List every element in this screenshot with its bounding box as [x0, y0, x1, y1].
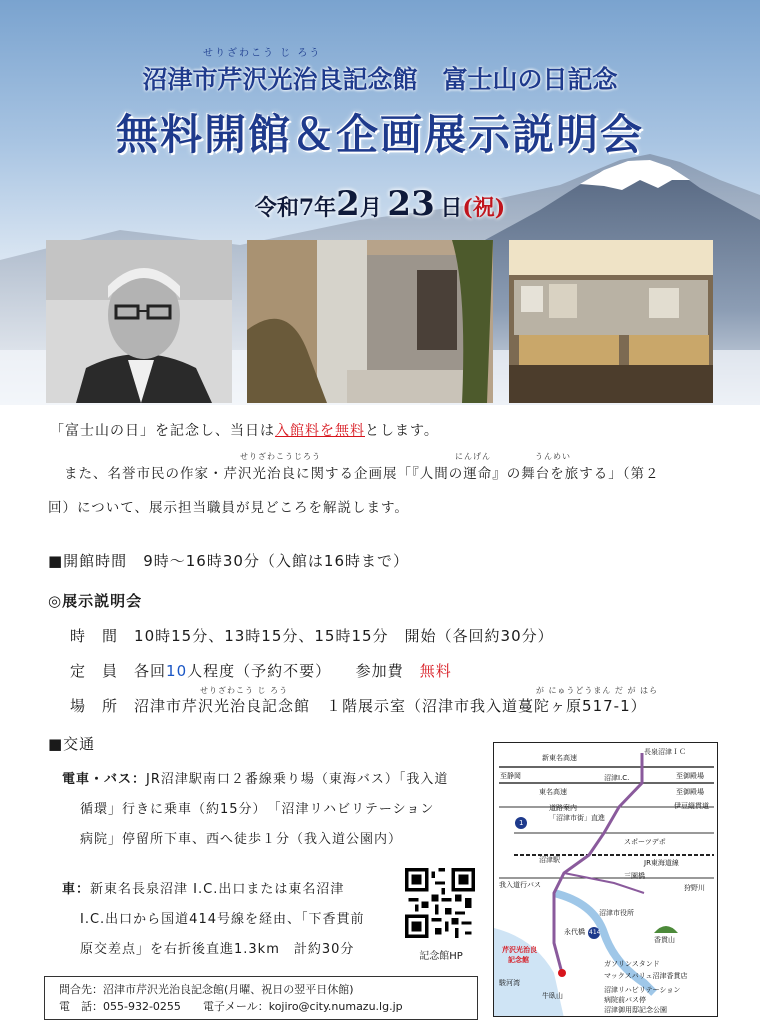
contact-tel-line: [59, 998, 463, 1015]
contact-label: 問合先：: [59, 983, 103, 996]
map-label-bus-route: 我入道行バス: [499, 881, 541, 889]
talk-place: [70, 695, 647, 716]
map-label-suruga-bay: 駿河湾: [499, 979, 520, 987]
qr-label: 記念館HP: [419, 951, 463, 962]
map-label-kano-river: 狩野川: [684, 884, 705, 892]
talk-capacity-pre: 各回: [134, 662, 167, 680]
contact-org: 沼津市芹沢光治良記念館(月曜、祝日の翌平日休館): [103, 983, 354, 996]
museum-building-photo: [247, 240, 493, 403]
map-label-museum: 芹沢光治良: [502, 946, 537, 954]
map-label-sanme-bridge: 三園橋: [624, 872, 645, 880]
map-label-city-hall: 沼津市役所: [599, 909, 634, 917]
map-label-tomei: 東名高速: [539, 788, 567, 796]
talk-time-label: 時 間: [70, 627, 119, 645]
talk-fee-value: 無料: [419, 662, 452, 680]
talk-capacity-post: 人程度（予約不要）: [187, 662, 324, 680]
date-month-unit: 月: [359, 195, 382, 221]
map-label-jr-line: JR東海道線: [644, 859, 679, 867]
ruby-place-serizawa: せりざわこう じ ろう: [200, 686, 289, 695]
access-car-line-1: [62, 878, 344, 897]
date-day-unit: 日: [440, 195, 463, 221]
map-label-rehab-bus-stop: 病院前バス停: [604, 996, 646, 1004]
talk-time-value: 10時15分、13時15分、15時15分 開始（各回約30分）: [134, 627, 554, 645]
talk-capacity-label: 定 員: [70, 662, 119, 680]
intro-line-3: 回）について、展示担当職員が見どころを解説します。: [48, 500, 409, 516]
access-bus-line-2: 循環」行きに乗車（約15分） 「沼津リハビリテーション: [80, 802, 435, 817]
free-admission-highlight: 入館料を無料: [275, 423, 365, 439]
ruby-unmei: うんめい: [535, 452, 571, 461]
event-date: [0, 184, 760, 224]
ruby-place-ganyudo: が にゅうどうまん だ が はら: [536, 686, 659, 695]
contact-org-line: [59, 981, 463, 998]
map-label-rehab-hospital: 沼津リハビリテーション: [604, 986, 681, 994]
map-label-route-1: 1: [519, 819, 524, 827]
access-car-line-2: I.C.出口から国道414号線を経由、「下香貫前: [80, 912, 365, 927]
map-label-numazu-ic: 沼津I.C.: [604, 774, 630, 782]
date-month: 2: [336, 184, 360, 224]
ruby-ningen: にんげん: [455, 452, 491, 461]
map-label-road-sign-2: 「沼津市街」直進: [549, 814, 605, 822]
date-era-year: 令和7年: [254, 195, 337, 221]
map-label-izu-expressway: 伊豆縦貫道: [674, 802, 709, 810]
contact-tel-label: 電 話：: [59, 1000, 103, 1013]
intro-line-2: また、名誉市民の作家・芹沢光治良に関する企画展「『人間の運命』の舞台を旅する」（第２: [64, 466, 660, 482]
map-label-shin-tomei: 新東名高速: [542, 754, 577, 762]
map-label-sports-depo: スポーツデポ: [624, 838, 666, 846]
contact-mail-label: 電子メール：: [202, 1000, 269, 1013]
date-day: 23: [387, 184, 435, 224]
access-bus-text-1: JR沼津駅南口２番線乗り場（東海バス）「我入道: [146, 772, 449, 787]
opening-hours: [48, 550, 409, 571]
opening-hours-label: ■開館時間: [48, 552, 128, 570]
intro-line-1: [50, 424, 439, 438]
author-portrait-photo: [46, 240, 232, 403]
map-label-route-414: 414: [589, 929, 601, 936]
opening-hours-value: 9時～16時30分（入館は16時まで）: [143, 552, 410, 570]
talk-fee-label: 参加費: [355, 662, 404, 680]
access-bus-line-3: 病院」停留所下車、西へ徒歩１分（我入道公園内）: [80, 832, 403, 847]
homepage-qr-code[interactable]: [405, 868, 475, 938]
exhibition-room-photo: [509, 240, 713, 403]
talk-time: [70, 625, 554, 646]
map-label-maxvalu: マックスバリュ沼津香貫店: [604, 972, 688, 980]
contact-box: [44, 976, 478, 1020]
title-line-1: 沼津市芹沢光治良記念館 富士山の日記念: [142, 65, 618, 94]
talk-place-label: 場 所: [70, 697, 119, 715]
access-bus-line-1: [62, 768, 448, 787]
talk-capacity-number: 10: [166, 662, 188, 680]
map-label-ushibuseyama: 牛臥山: [542, 992, 563, 1000]
ruby-serizawa: せりざわこうじろう: [240, 452, 321, 461]
intro-line-1-post: とします。: [365, 423, 439, 439]
map-label-eidai-bridge: 永代橋: [564, 928, 585, 936]
intro-line-1-pre: 「富士山の日」を記念し、当日は: [50, 423, 275, 439]
title-ruby: せりざわこう じ ろう: [203, 48, 322, 59]
access-map: [493, 742, 718, 1017]
map-label-museum-2: 記念館: [508, 956, 529, 964]
map-label-imperial-villa-park: 沼津御用邸記念公園: [604, 1006, 667, 1014]
map-label-nagaizumi-ic: 長泉沼津ＩＣ: [644, 748, 686, 756]
map-label-kanukiyama: 香貫山: [654, 936, 675, 944]
map-label-numazu-station: 沼津駅: [539, 856, 560, 864]
access-car-label: 車：: [62, 882, 91, 897]
access-car-line-3: 原交差点」を右折後直進1.3km 計約30分: [80, 942, 355, 957]
date-holiday: (祝): [462, 195, 506, 221]
map-label-gas-station: ガソリンスタンド: [604, 960, 660, 968]
map-label-road-sign: 道路案内: [549, 804, 577, 812]
talk-capacity: [70, 660, 452, 681]
talk-heading: ◎展示説明会: [48, 592, 143, 610]
map-label-to-gotemba-2: 至御殿場: [676, 788, 704, 796]
access-bus-label: 電車・バス：: [62, 772, 147, 787]
access-heading: ■交通: [48, 735, 96, 753]
contact-mail[interactable]: kojiro@city.numazu.lg.jp: [268, 1000, 403, 1013]
map-label-to-gotemba: 至御殿場: [676, 772, 704, 780]
main-title: 無料開館＆企画展示説明会: [115, 110, 644, 159]
access-car-text-1: 新東名長泉沼津 I.C.出口または東名沼津: [90, 882, 345, 897]
map-label-to-shizuoka: 至静岡: [500, 772, 521, 780]
contact-tel[interactable]: 055-932-0255: [103, 1000, 181, 1013]
talk-place-value: 沼津市芹沢光治良記念館 １階展示室（沼津市我入道蔓陀ヶ原517-1）: [134, 697, 647, 715]
